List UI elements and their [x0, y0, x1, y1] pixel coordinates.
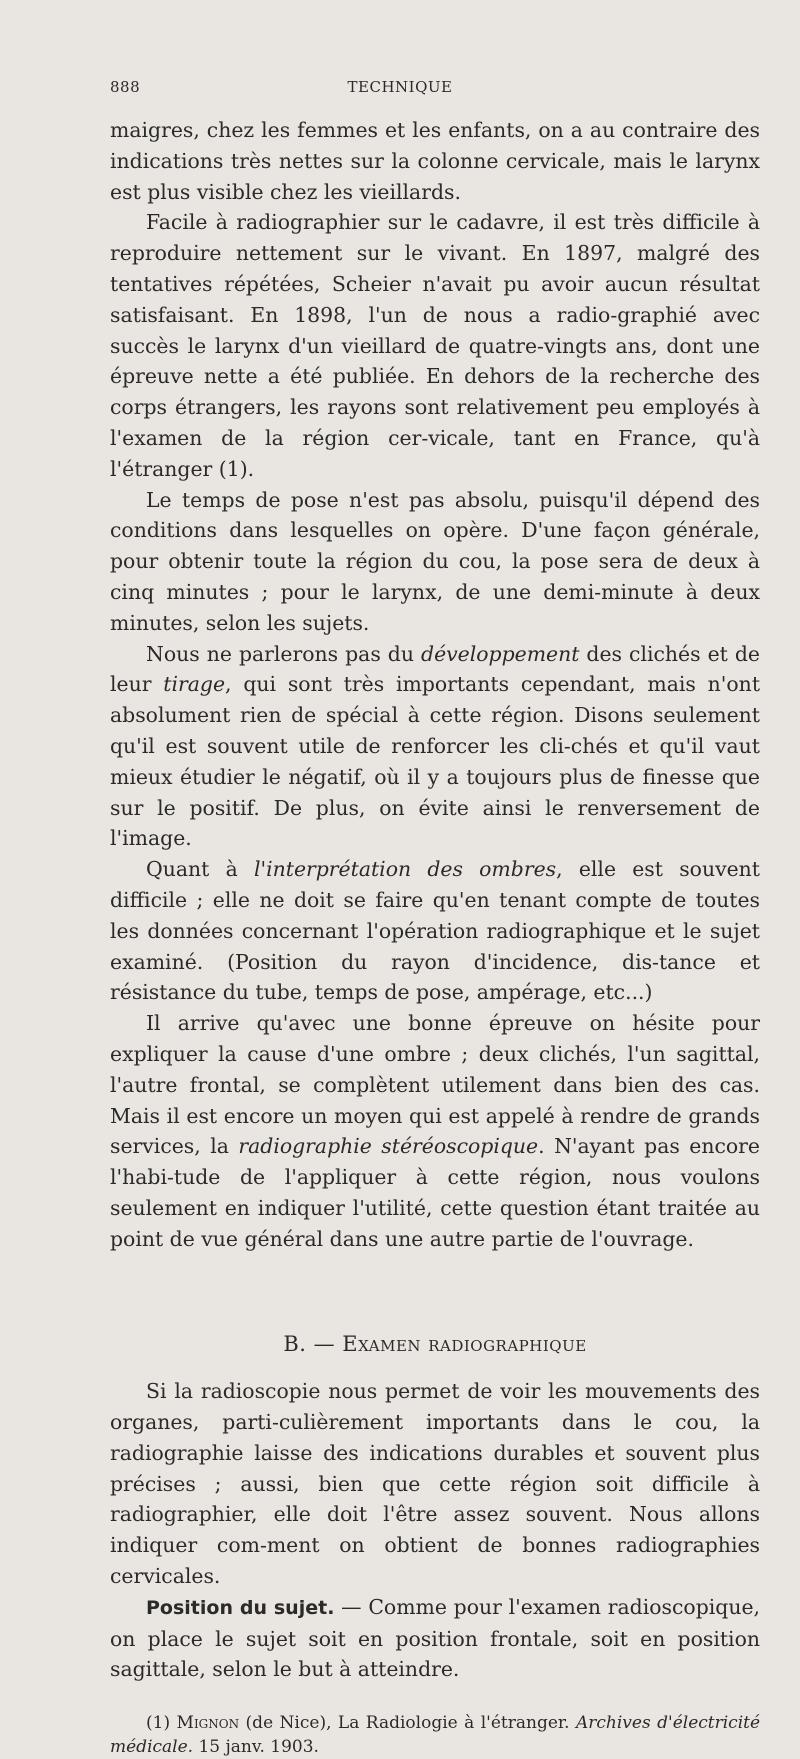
text-run: Quant à — [146, 857, 254, 882]
footnote-author: Mignon — [176, 1713, 240, 1734]
section-title: Examen radiographique — [342, 1332, 587, 1357]
paragraph-continuation: maigres, chez les femmes et les enfants, on a au contraire des indications très nettes sur la colonne cervicale, mais le larynx est plus visible chez les vieillards. — [110, 118, 760, 204]
section-prefix: B. — — [283, 1332, 343, 1357]
paragraph-larynx: Facile à radiographier sur le cadavre, il est très difficile à reproduire nettement sur le vivant. En 1897, malgré des tentatives répétées, Scheier n'avait pu avoir aucun résultat satisfaisant. En 1898, l'un de nous a radio-graphié avec succès le larynx d'un vieillard de quatre-vingts ans, dont une épreuve nette a été publiée. En dehors de la recherche des corps étrangers, les rayons sont relativement peu employés à l'examen de la région cer-vicale, tant en France, qu'à l'étranger (1). — [110, 210, 760, 481]
emphasis-stereoscopy: radiographie stéréoscopique — [238, 1134, 539, 1159]
paragraph-interpretation — [110, 854, 760, 1008]
footnote-journal: Archives d'électricité médicale. — [110, 1713, 761, 1758]
text-run: — Comme pour l'examen radioscopique, on place le sujet soit en position frontale, soit en position sagittale, selon le but à atteindre. — [110, 1594, 761, 1682]
paragraph-development — [110, 639, 760, 855]
footnote-date: 15 janv. 1903. — [193, 1737, 319, 1758]
emphasis-developpement: développement — [421, 641, 580, 666]
emphasis-interpretation: l'interprétation des ombres — [253, 857, 557, 882]
text-run: Il arrive qu'avec une bonne épreuve on hésite pour expliquer la cause d'une ombre ; deux clichés, l'un sagittal, l'autre frontal, se complètent utilement dans bien des cas. Mais il est encore un moyen qui est appelé à rendre de grands services, la — [110, 1011, 760, 1159]
position-label: Position du sujet. — [146, 1596, 335, 1619]
paragraph-radiography: Si la radioscopie nous permet de voir les mouvements des organes, parti-culièrement importants dans le cou, la radiographie laisse des indications durables et souvent plus précises ; aussi, bien que cette région soit difficile à radiographier, elle doit l'être assez souvent. Nous allons indiquer com-ment on obtient de bonnes radiographies cervicales. — [110, 1379, 760, 1589]
text-run: des clichés et de leur — [110, 641, 760, 697]
section-heading — [110, 1329, 760, 1360]
paragraph-pose-time: Le temps de pose n'est pas absolu, puisqu'il dépend des conditions dans lesquelles on opère. D'une façon générale, pour obtenir toute la région du cou, la pose sera de deux à cinq minutes ; pour le larynx, de une demi-minute à deux minutes, selon les sujets. — [110, 487, 760, 635]
footnote — [110, 1711, 760, 1759]
text-run: , elle est souvent difficile ; elle ne doit se faire qu'en tenant compte de toutes les données concernant l'opération radiographique et le sujet examiné. (Position du rayon d'incidence, dis-tance et résistance du tube, temps de pose, ampérage, etc...) — [110, 857, 760, 1005]
text-run: Nous ne parlerons pas du — [146, 641, 422, 666]
footnote-marker: (1) — [146, 1713, 177, 1734]
paragraph-position — [110, 1592, 760, 1685]
footnote-text: (de Nice), La Radiologie à l'étranger. — [239, 1713, 576, 1734]
emphasis-tirage: tirage — [163, 672, 226, 697]
page-header — [110, 78, 690, 102]
page-number: 888 — [110, 78, 141, 96]
running-head: TECHNIQUE — [347, 78, 453, 96]
text-run: , qui sont très importants cependant, mais n'ont absolument rien de spécial à cette région. Disons seulement qu'il est souvent utile de renforcer les cli-chés et qu'il vaut mieux étudier le négatif, où il y a toujours plus de finesse que sur le positif. De plus, on évite ainsi le renversement de l'image. — [110, 672, 761, 851]
text-run: . N'ayant pas encore l'habi-tude de l'appliquer à cette région, nous voulons seulement en indiquer l'utilité, cette question étant traitée au point de vue général dans une autre partie de l'ouvrage. — [110, 1134, 760, 1251]
paragraph-stereoscopy — [110, 1008, 760, 1254]
main-text — [110, 115, 760, 1759]
